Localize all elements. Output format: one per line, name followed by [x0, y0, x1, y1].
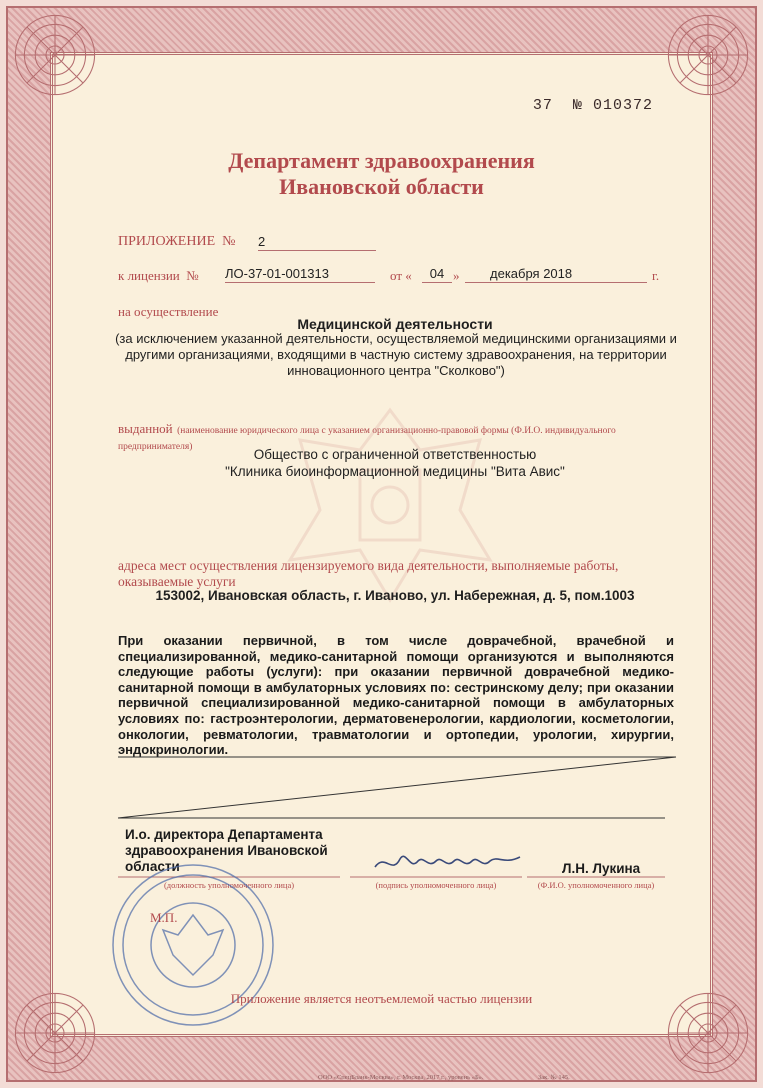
position-caption: (должность уполномоченного лица) — [163, 880, 295, 890]
license-month-year: декабря 2018 — [465, 266, 647, 283]
order-number: Зак. № 145. — [538, 1074, 570, 1081]
addresses-label: адреса мест осуществления лицензируемого вида деятельности, выполняемые работы, оказываемые услуги — [118, 558, 619, 589]
appendix-number: 2 — [258, 234, 376, 251]
organization-line2: "Клиника биоинформационной медицины "Вита Авис" — [225, 464, 565, 479]
license-year-suffix: г. — [652, 268, 660, 283]
license-number: ЛО-37-01-001313 — [225, 266, 375, 283]
signer-position: И.о. директора Департамента здравоохранения Ивановской области — [125, 827, 328, 874]
printer-info: ООО «СпецБланк-Москва», г. Москва, 2017 г., уровень «Б». — [318, 1074, 484, 1081]
activity-note: (за исключением указанной деятельности, осуществляемой медицинскими организациями и другими организациями, входящими в частную систему здравоохранения, на территории инновационного центра "Сколково") — [115, 331, 677, 378]
license-day-close: » — [453, 268, 460, 283]
organization-line1: Общество с ограниченной ответственностью — [253, 447, 537, 462]
seal-label: М.П. — [150, 910, 178, 925]
department-title-line1: Департамент здравоохранения — [228, 148, 535, 173]
license-label: к лицензии № — [118, 268, 199, 283]
activity-title: Медицинской деятельности — [297, 316, 493, 332]
address-value: 153002, Ивановская область, г. Иваново, ул. Набережная, д. 5, пом.1003 — [155, 588, 635, 603]
appendix-label: ПРИЛОЖЕНИЕ № — [118, 234, 236, 249]
services-text: При оказании первичной, в том числе доврачебной, врачебной и специализированной, медико-санитарной помощи организуются и выполняются следующие работы (услуги): при оказании первичной доврачебной медико-санитарной помощи в амбулаторных условиях по: сестринскому делу; при оказании первичной специализированной медико-санитарной помощи в амбулаторных условиях по: гастроэнтерологии, дерматовенерологии, кардиологии, косметологии, онкологии, ревматологии, травматологии и ортопедии, урологии, хирургии, эндокринологии. — [118, 633, 674, 758]
department-title-line2: Ивановской области — [279, 174, 484, 199]
signature-caption: (подпись уполномоченного лица) — [375, 880, 497, 890]
activity-label: на осуществление — [118, 304, 219, 319]
license-day: 04 — [422, 266, 452, 283]
signer-name: Л.Н. Лукина — [562, 861, 641, 876]
name-caption: (Ф.И.О. уполномоченного лица) — [537, 880, 655, 890]
license-from-label: от « — [390, 268, 412, 283]
serial-number: 37 № 010372 — [532, 97, 653, 114]
issued-hint: (наименование юридического лица с указанием организационно-правовой формы (Ф.И.О. индивидуального предпринимателя) — [118, 426, 616, 452]
issued-label: выданной — [118, 421, 173, 436]
handwritten-signature-icon — [370, 845, 530, 880]
appendix-footer-note: Приложение является неотъемлемой частью лицензии — [230, 991, 533, 1006]
